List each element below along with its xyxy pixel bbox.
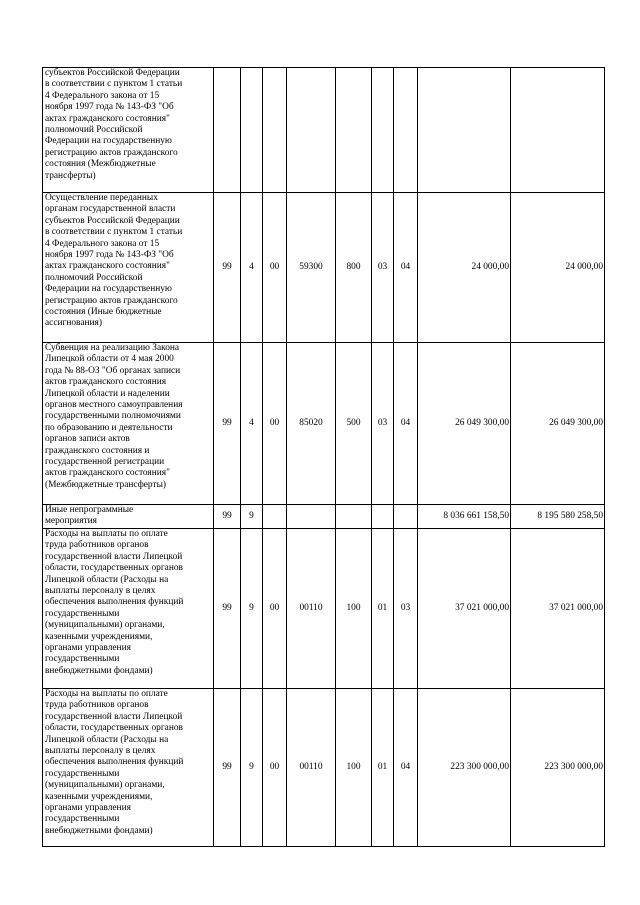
subsection-cell: 04 <box>394 343 418 505</box>
direction-code-cell: 00110 <box>287 529 336 689</box>
expense-type-cell: 500 <box>336 343 372 505</box>
budget-table <box>42 67 605 847</box>
program-code-cell <box>214 68 241 193</box>
expense-name-line: казенными учреждениями, <box>45 791 153 802</box>
expense-name-line: государственной власти Липецкой <box>45 551 183 562</box>
direction-code-cell: 00110 <box>287 689 336 847</box>
table-row-row-00110-0103 <box>43 529 605 689</box>
expense-name-cell <box>43 689 214 847</box>
subprogram-code-cell: 9 <box>241 529 263 689</box>
expense-name-line: казенными учреждениями, <box>45 631 153 642</box>
expense-name-line: актов гражданского состояния" <box>45 468 170 479</box>
expense-name-line: обеспечения выполнения функций <box>45 757 184 768</box>
expense-name-line: государственными <box>45 814 120 825</box>
section-cell: 03 <box>372 343 394 505</box>
subprogram-code-cell <box>241 68 263 193</box>
expense-name-line: актов гражданского состояния <box>45 377 167 388</box>
expense-name-line: субъектов Российской Федерации <box>45 68 180 78</box>
direction-code-cell <box>287 505 336 529</box>
subsection-cell <box>394 68 418 193</box>
expense-name-line: Иные непрограммные <box>45 505 134 515</box>
expense-name-line: Расходы на выплаты по оплате <box>45 689 168 699</box>
subsection-cell <box>394 505 418 529</box>
section-cell <box>372 505 394 529</box>
expense-name-line: труда работников органов <box>45 540 149 551</box>
expense-name-cell <box>43 529 214 689</box>
main-event-code-cell: 00 <box>263 689 287 847</box>
expense-name-line: органов записи актов <box>45 434 130 445</box>
expense-type-cell: 800 <box>336 193 372 343</box>
expense-name-line: обеспечения выполнения функций <box>45 597 184 608</box>
subsection-cell: 03 <box>394 529 418 689</box>
expense-name-line: Расходы на выплаты по оплате <box>45 529 168 539</box>
expense-name-line: области, государственных органов <box>45 723 183 734</box>
expense-name-cell <box>43 68 214 193</box>
main-event-code-cell <box>263 505 287 529</box>
expense-name-line: (Межбюджетные трансферты) <box>45 479 167 490</box>
amount-year-1-cell: 223 300 000,00 <box>418 689 511 847</box>
expense-name-line: Субвенция на реализацию Закона <box>45 343 180 353</box>
expense-name-line: органами управления <box>45 643 131 654</box>
subsection-cell: 04 <box>394 689 418 847</box>
expense-name-line: внебюджетными фондами) <box>45 825 153 836</box>
expense-name-line: 4 Федерального закона от 15 <box>45 90 160 101</box>
table-row-row-other-events <box>43 505 605 529</box>
table-row-row-continued <box>43 68 605 193</box>
expense-name-line: года № 88-ОЗ "Об органах записи <box>45 365 181 376</box>
table-row-row-00110-0104 <box>43 689 605 847</box>
section-cell: 01 <box>372 529 394 689</box>
expense-name-line: актах гражданского состояния" <box>45 261 170 272</box>
main-event-code-cell <box>263 68 287 193</box>
subprogram-code-cell: 9 <box>241 505 263 529</box>
expense-name-line: трансферты) <box>45 170 96 181</box>
expense-type-cell <box>336 68 372 193</box>
expense-name-line: гражданского состояния и <box>45 445 150 456</box>
expense-name-line: полномочий Российской <box>45 272 143 283</box>
table-row-row-59300-800 <box>43 193 605 343</box>
expense-name-line: области, государственных органов <box>45 563 183 574</box>
expense-name-line: выплаты персоналу в целях <box>45 586 156 597</box>
main-event-code-cell: 00 <box>263 529 287 689</box>
expense-name-cell <box>43 505 214 529</box>
expense-name-line: Липецкой области и наделении <box>45 388 170 399</box>
amount-year-2-cell: 37 021 000,00 <box>511 529 605 689</box>
expense-name-line: выплаты персоналу в целях <box>45 746 156 757</box>
amount-year-1-cell: 24 000,00 <box>418 193 511 343</box>
main-event-code-cell: 00 <box>263 193 287 343</box>
amount-year-1-cell: 8 036 661 158,50 <box>418 505 511 529</box>
expense-type-cell <box>336 505 372 529</box>
direction-code-cell <box>287 68 336 193</box>
amount-year-1-cell: 26 049 300,00 <box>418 343 511 505</box>
section-cell: 01 <box>372 689 394 847</box>
program-code-cell: 99 <box>214 529 241 689</box>
subprogram-code-cell: 4 <box>241 343 263 505</box>
amount-year-1-cell <box>418 68 511 193</box>
expense-name-line: в соответствии с пунктом 1 статьи <box>45 79 183 90</box>
expense-name-line: полномочий Российской <box>45 125 143 136</box>
expense-name-line: состояния (Межбюджетные <box>45 159 156 170</box>
expense-name-line: государственными <box>45 654 120 665</box>
expense-name-line: ассигнования) <box>45 318 102 329</box>
expense-name-line: ноября 1997 года № 143-ФЗ "Об <box>45 250 174 261</box>
expense-name-line: органами управления <box>45 803 131 814</box>
subsection-cell: 04 <box>394 193 418 343</box>
amount-year-2-cell: 8 195 580 258,50 <box>511 505 605 529</box>
expense-name-line: государственными полномочиями <box>45 411 181 422</box>
expense-name-line: в соответствии с пунктом 1 статьи <box>45 227 183 238</box>
expense-name-line: Осуществление переданных <box>45 193 158 203</box>
expense-name-line: органам государственной власти <box>45 204 176 215</box>
expense-name-line: Липецкой области (Расходы на <box>45 734 169 745</box>
expense-name-line: регистрацию актов гражданского <box>45 295 178 306</box>
direction-code-cell: 59300 <box>287 193 336 343</box>
expense-name-line: 4 Федерального закона от 15 <box>45 238 160 249</box>
amount-year-2-cell: 24 000,00 <box>511 193 605 343</box>
expense-name-line: актах гражданского состояния" <box>45 113 170 124</box>
program-code-cell: 99 <box>214 193 241 343</box>
expense-name-line: регистрацию актов гражданского <box>45 147 178 158</box>
amount-year-2-cell: 223 300 000,00 <box>511 689 605 847</box>
expense-name-line: по образованию и деятельности <box>45 422 173 433</box>
program-code-cell: 99 <box>214 505 241 529</box>
expense-name-line: состояния (Иные бюджетные <box>45 307 162 318</box>
expense-name-line: органов местного самоуправления <box>45 400 183 411</box>
expense-name-line: (муниципальными) органами, <box>45 620 165 631</box>
program-code-cell: 99 <box>214 689 241 847</box>
section-cell <box>372 68 394 193</box>
expense-name-line: государственной регистрации <box>45 457 165 468</box>
subprogram-code-cell: 4 <box>241 193 263 343</box>
section-cell: 03 <box>372 193 394 343</box>
amount-year-2-cell <box>511 68 605 193</box>
expense-name-line: субъектов Российской Федерации <box>45 215 180 226</box>
main-event-code-cell: 00 <box>263 343 287 505</box>
expense-name-line: (муниципальными) органами, <box>45 780 165 791</box>
expense-name-line: ноября 1997 года № 143-ФЗ "Об <box>45 102 174 113</box>
expense-name-line: труда работников органов <box>45 700 149 711</box>
subprogram-code-cell: 9 <box>241 689 263 847</box>
expense-name-line: государственными <box>45 768 120 779</box>
table-row-row-85020-500 <box>43 343 605 505</box>
expense-name-line: государственными <box>45 608 120 619</box>
amount-year-1-cell: 37 021 000,00 <box>418 529 511 689</box>
expense-name-cell <box>43 193 214 343</box>
expense-name-cell <box>43 343 214 505</box>
expense-name-line: мероприятия <box>45 516 97 527</box>
expense-name-line: государственной власти Липецкой <box>45 711 183 722</box>
amount-year-2-cell: 26 049 300,00 <box>511 343 605 505</box>
budget-table-body <box>43 68 605 847</box>
program-code-cell: 99 <box>214 343 241 505</box>
expense-name-line: внебюджетными фондами) <box>45 665 153 676</box>
expense-name-line: Федерации на государственную <box>45 284 172 295</box>
expense-type-cell: 100 <box>336 529 372 689</box>
expense-name-line: Липецкой области (Расходы на <box>45 574 169 585</box>
expense-type-cell: 100 <box>336 689 372 847</box>
expense-name-line: Федерации на государственную <box>45 136 172 147</box>
direction-code-cell: 85020 <box>287 343 336 505</box>
expense-name-line: Липецкой области от 4 мая 2000 <box>45 354 174 365</box>
